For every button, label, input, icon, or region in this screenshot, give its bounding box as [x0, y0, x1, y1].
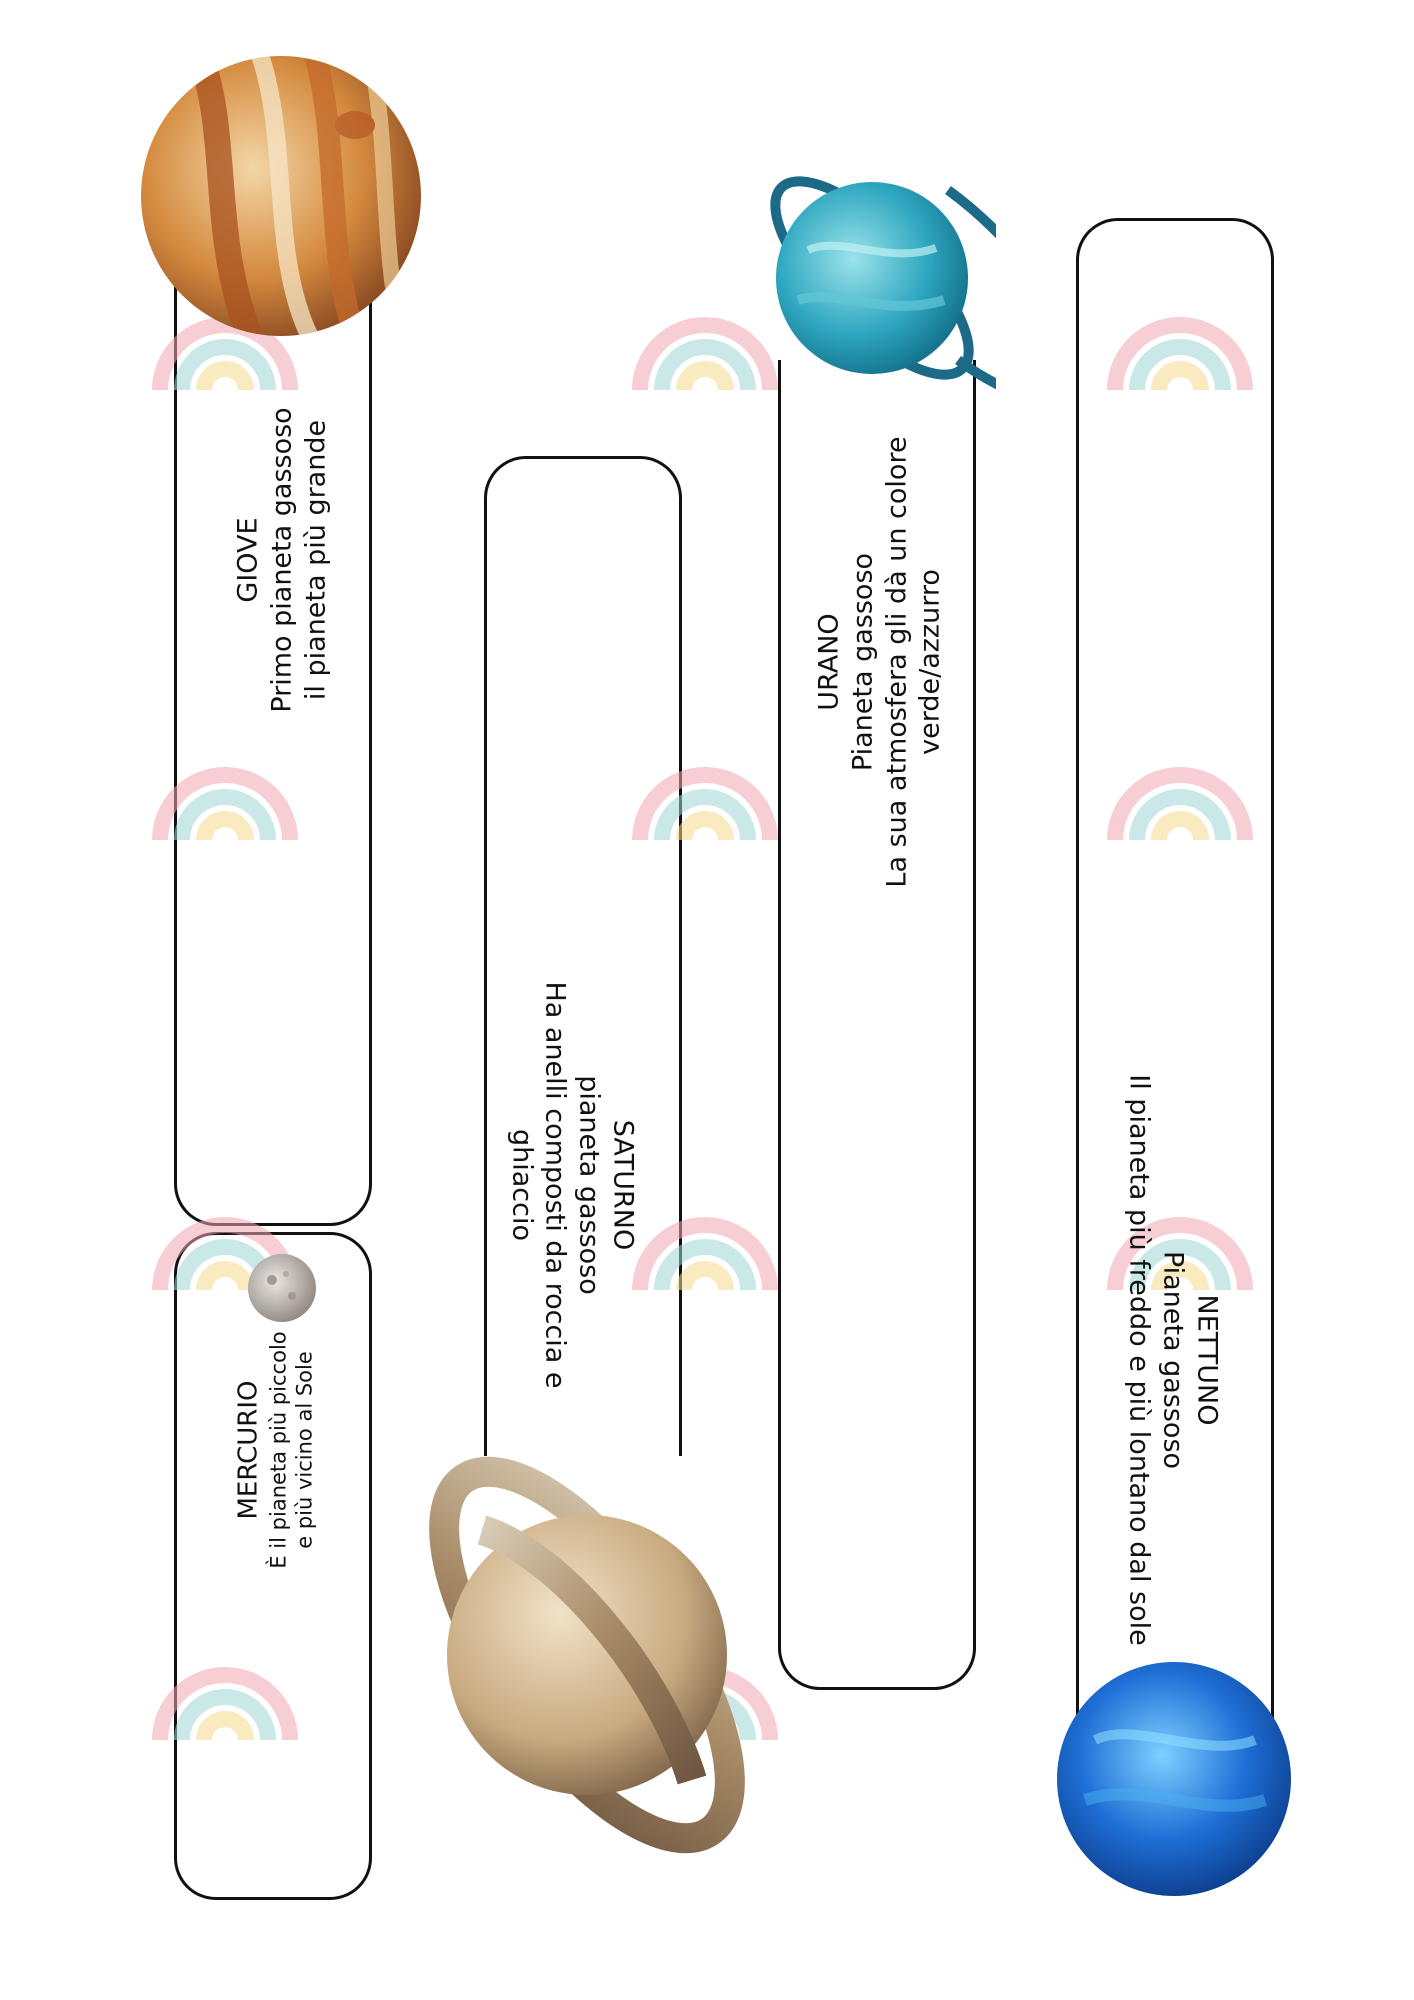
- saturno-line-3: ghiaccio: [506, 1128, 538, 1242]
- urano-line-2: La sua atmosfera gli dà un colore: [881, 436, 912, 888]
- giove-line-2: il pianeta più grande: [299, 419, 331, 701]
- watermark-rainbow-icon: [120, 1590, 330, 1800]
- nettuno-line-1: Pianeta gassoso: [1157, 1250, 1189, 1470]
- mercurio-text: [233, 1331, 318, 1568]
- urano-line-3: verde/azzurro: [914, 569, 946, 755]
- jupiter-planet-icon: [140, 55, 422, 337]
- watermark-rainbow-icon: [120, 690, 330, 900]
- neptune-planet-icon: [1055, 1660, 1293, 1898]
- saturn-planet-icon: [372, 1440, 792, 1870]
- mercurio-line-2: e più vicino al Sole: [292, 1351, 317, 1549]
- mercurio-title: MERCURIO: [233, 1380, 264, 1520]
- nettuno-title: NETTUNO: [1191, 1294, 1223, 1426]
- watermark-rainbow-icon: [1075, 690, 1285, 900]
- mercurio-line-1: È il pianeta più piccolo: [266, 1331, 290, 1569]
- saturno-line-2: Ha anelli composti da roccia e: [540, 981, 571, 1389]
- nettuno-line-2: Il pianeta più freddo e più lontano dal sole: [1124, 1074, 1156, 1646]
- giove-title: GIOVE: [232, 517, 264, 603]
- urano-line-1: Pianeta gassoso: [847, 552, 879, 772]
- saturno-line-1: pianeta gassoso: [573, 1075, 605, 1295]
- watermark-rainbow-icon: [600, 690, 810, 900]
- giove-line-1: Primo pianeta gassoso: [266, 407, 298, 713]
- nettuno-text: [1122, 1074, 1223, 1645]
- uranus-planet-icon: [748, 160, 996, 396]
- mercury-planet-icon: [246, 1252, 318, 1324]
- urano-title: URANO: [813, 613, 845, 711]
- saturno-text: [505, 981, 640, 1388]
- giove-text: [231, 407, 332, 712]
- saturno-title: SATURNO: [607, 1119, 639, 1251]
- urano-text: [813, 436, 948, 887]
- watermark-rainbow-icon: [1075, 240, 1285, 450]
